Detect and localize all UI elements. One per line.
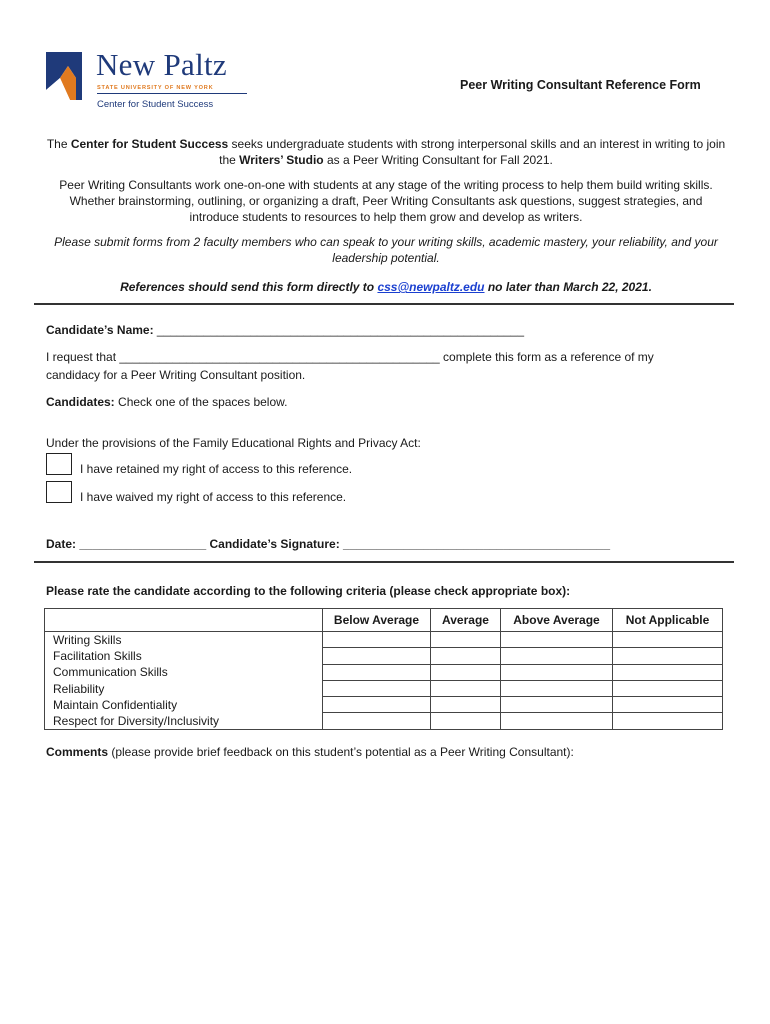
column-above-average: Above Average <box>501 609 613 632</box>
retained-access-label: I have retained my right of access to this reference. <box>80 462 353 476</box>
intro-paragraph-2: Peer Writing Consultants work one-on-one with students at any stage of the writing process to help them build writing skills. Whether brainstorming, outlining, or organizing a draft, Peer Writing Consultants ask questions, suggest strategies, and introduce students to resources to help them grow and develop as writers. <box>59 178 713 224</box>
criterion-label: Maintain Confidentiality <box>45 697 323 713</box>
form-title: Peer Writing Consultant Reference Form <box>460 78 701 92</box>
date-signature-line[interactable]: Date: ___________________ Candidate’s Signature: ________________________________________ <box>46 537 611 551</box>
rating-cell[interactable] <box>501 713 613 729</box>
rating-cell[interactable] <box>431 697 501 713</box>
section-divider <box>34 561 734 563</box>
candidates-instruction: Candidates: Check one of the spaces below. <box>46 395 288 409</box>
table-row <box>45 697 723 713</box>
rating-cell[interactable] <box>613 632 723 648</box>
criterion-label: Facilitation Skills <box>45 648 323 664</box>
rating-header-row <box>45 609 723 632</box>
rating-table <box>44 608 723 730</box>
retained-access-checkbox[interactable] <box>46 453 72 475</box>
criterion-label: Reliability <box>45 680 323 696</box>
rating-cell[interactable] <box>431 632 501 648</box>
logo-divider <box>97 93 247 94</box>
request-line[interactable]: I request that ________________________________________________ complete this form as a reference of my <box>46 350 654 364</box>
rating-cell[interactable] <box>431 680 501 696</box>
rating-cell[interactable] <box>431 713 501 729</box>
criteria-header-blank <box>45 609 323 632</box>
logo-name: New Paltz <box>96 47 227 82</box>
rating-cell[interactable] <box>501 664 613 680</box>
deadline-note: References should send this form directly to css@newpaltz.edu no later than March 22, 2021. <box>120 280 652 294</box>
logo-center-name: Center for Student Success <box>97 99 214 110</box>
table-row <box>45 680 723 696</box>
rating-instruction: Please rate the candidate according to the following criteria (please check appropriate box): <box>46 584 571 598</box>
rating-cell[interactable] <box>323 680 431 696</box>
rating-cell[interactable] <box>501 632 613 648</box>
rating-cell[interactable] <box>323 664 431 680</box>
table-row <box>45 648 723 664</box>
rating-cell[interactable] <box>323 648 431 664</box>
rating-cell[interactable] <box>613 648 723 664</box>
email-link[interactable]: css@newpaltz.edu <box>377 280 485 294</box>
column-average: Average <box>431 609 501 632</box>
submission-note: Please submit forms from 2 faculty members who can speak to your writing skills, academic mastery, your reliability, and your leadership potential. <box>54 235 718 265</box>
column-below-average: Below Average <box>323 609 431 632</box>
waived-access-checkbox[interactable] <box>46 481 72 503</box>
table-row <box>45 664 723 680</box>
rating-cell[interactable] <box>613 713 723 729</box>
request-line-continued: candidacy for a Peer Writing Consultant position. <box>46 368 306 382</box>
section-divider <box>34 303 734 305</box>
table-row <box>45 713 723 729</box>
candidate-name-line[interactable]: Candidate’s Name: _______________________________________________________ <box>46 323 524 337</box>
rating-cell[interactable] <box>323 713 431 729</box>
criterion-label: Communication Skills <box>45 664 323 680</box>
intro-paragraph-1: The Center for Student Success seeks undergraduate students with strong interpersonal skills and an interest in writing to join the Writers’ Studio as a Peer Writing Consultant for Fall 2021. <box>46 137 726 167</box>
column-not-applicable: Not Applicable <box>613 609 723 632</box>
criterion-label: Respect for Diversity/Inclusivity <box>45 713 323 729</box>
rating-cell[interactable] <box>323 632 431 648</box>
new-paltz-logo <box>46 44 256 114</box>
rating-cell[interactable] <box>431 664 501 680</box>
waived-access-label: I have waived my right of access to this reference. <box>80 490 347 504</box>
rating-cell[interactable] <box>501 680 613 696</box>
rating-cell[interactable] <box>501 648 613 664</box>
rating-cell[interactable] <box>431 648 501 664</box>
logo-subtitle: STATE UNIVERSITY OF NEW YORK <box>97 85 214 91</box>
rating-cell[interactable] <box>323 697 431 713</box>
rating-cell[interactable] <box>613 680 723 696</box>
rating-cell[interactable] <box>501 697 613 713</box>
ferpa-statement: Under the provisions of the Family Educational Rights and Privacy Act: <box>46 436 421 450</box>
criterion-label: Writing Skills <box>45 632 323 648</box>
comments-prompt: Comments (please provide brief feedback on this student’s potential as a Peer Writing Consultant): <box>46 745 574 759</box>
rating-cell[interactable] <box>613 697 723 713</box>
table-row <box>45 632 723 648</box>
rating-cell[interactable] <box>613 664 723 680</box>
mountain-logo-icon <box>46 48 90 100</box>
